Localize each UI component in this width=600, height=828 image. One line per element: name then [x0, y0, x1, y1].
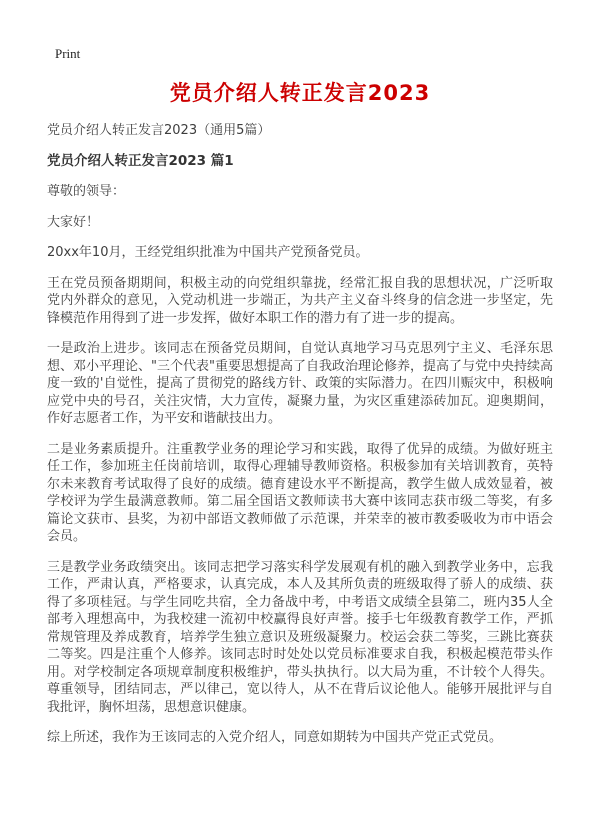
- paragraph-salutation: 尊敬的领导：: [47, 184, 126, 199]
- section-heading: 党员介绍人转正发言2023 篇1: [47, 153, 234, 169]
- paragraph-probation-summary: 王在党员预备期期间，积极主动的向党组织靠拢，经常汇报自我的思想状况，广泛听取党内外群众的意见，入党动机进一步端正，为共产主义奋斗终身的信念进一步坚定，先锋模范作用得到了进一步发挥，做好本职工作的潜力有了进一步的提高。: [47, 275, 553, 326]
- paragraph-point-two: 二是业务素质提升。注重教学业务的理论学习和实践，取得了优异的成绩。为做好班主任工作，参加班主任岗前培训，取得心理辅导教师资格。积极参加有关培训教育，英特尔未来教育考试取得了良好的成绩。德育建设水平不断提高，教学生做人成效显着，被学校评为学生最满意教师。第二届全国语文教师读书大赛中该同志获市级二等奖，有多篇论文获市、县奖，为初中部语文教师做了示范课，并荣幸的被市教委吸收为市中语会会员。: [47, 441, 553, 544]
- print-button[interactable]: Print: [55, 46, 81, 61]
- paragraph-conclusion: 综上所述，我作为王该同志的入党介绍人，同意如期转为中国共产党正式党员。: [47, 730, 503, 745]
- page-title: 党员介绍人转正发言2023: [169, 81, 431, 105]
- document-subtitle: 党员介绍人转正发言2023（通用5篇）: [47, 123, 271, 138]
- paragraph-intro: 20xx年10月，王经党组织批准为中国共产党预备党员。: [47, 245, 369, 260]
- paragraph-point-one: 一是政治上进步。该同志在预备党员期间，自觉认真地学习马克思列宁主义、毛泽东思想、邓小平理论、"三个代表"重要思想提高了自我政治理论修养，提高了与党中央持续高度一致的'自觉性，提高了贯彻党的路线方针、政策的实际潜力。在四川赈灾中，积极响应党中央的号召，关注灾情，大力宣传，凝聚力量，为灾区重建添砖加瓦。迎奥期间，作好志愿者工作，为平安和谐献技出力。: [47, 341, 553, 426]
- paragraph-greeting: 大家好！: [47, 214, 100, 230]
- document-body: [47, 122, 553, 747]
- paragraph-point-three-four: 三是教学业务政绩突出。该同志把学习落实科学发展观有机的融入到教学业务中，忘我工作，严肃认真，严格要求，认真完成，本人及其所负责的班级取得了骄人的成绩、获得了多项桂冠。与学生同吃共宿，全力备战中考，中考语文成绩全县第二，班内35人全部考入理想高中，为我校建一流初中校赢得良好声誉。接手七年级教育教学工作，严抓常规管理及养成教育，培养学生独立意识及班级凝聚力。校运会获二等奖，三跳比赛获二等奖。四是注重个人修养。该同志时时处处以党员标准要求自我，积极起模范带头作用。对学校制定各项规章制度积极维护，带头执执行。以大局为重，不计较个人得失。尊重领导，团结同志，严以律己，宽以待人，从不在背后议论他人。能够开展批评与自我批评，胸怀坦荡，思想意识健康。: [47, 559, 553, 715]
